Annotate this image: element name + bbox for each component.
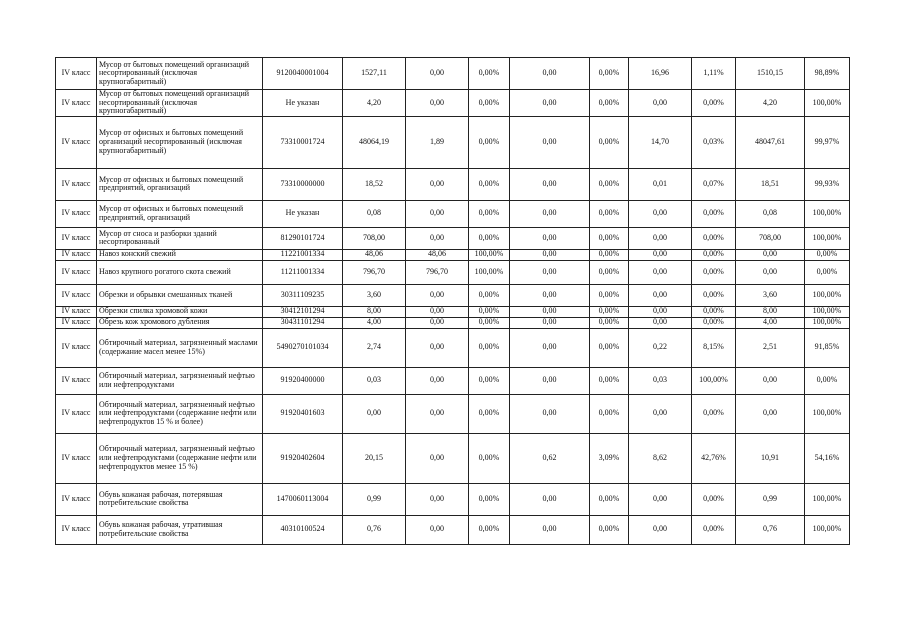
c10-cell: 4,20 [736,90,805,117]
code-cell: 9120040001004 [263,58,343,90]
c10-cell: 0,00 [736,249,805,260]
c4-cell: 0,00 [406,306,469,317]
table-row [56,58,850,90]
c7-cell: 0,00% [590,260,629,284]
c7-cell: 0,00% [590,90,629,117]
code-cell: 30431101294 [263,317,343,328]
code-cell: 73310001724 [263,116,343,168]
c8-cell: 0,00 [629,200,692,227]
table-row [56,116,850,168]
c9-cell: 0,00% [692,227,736,249]
c6-cell: 0,00 [510,394,590,433]
code-cell: 11211001334 [263,260,343,284]
c6-cell: 0,62 [510,433,590,483]
c4-cell: 0,00 [406,328,469,367]
total-cell: 796,70 [343,260,406,284]
table-row [56,367,850,394]
c5-cell: 0,00% [469,58,510,90]
class-cell: IV класс [56,483,97,515]
total-cell: 0,00 [343,394,406,433]
c8-cell: 14,70 [629,116,692,168]
c5-cell: 0,00% [469,284,510,306]
c5-cell: 0,00% [469,515,510,544]
c8-cell: 0,00 [629,483,692,515]
c9-cell: 8,15% [692,328,736,367]
c9-cell: 0,00% [692,249,736,260]
code-cell: 91920401603 [263,394,343,433]
table-row [56,433,850,483]
total-cell: 48,06 [343,249,406,260]
c11-cell: 99,93% [805,168,850,200]
name-cell: Мусор от бытовых помещений организаций несортированный (исключая крупногабаритный) [97,90,263,117]
c7-cell: 0,00% [590,116,629,168]
total-cell: 1527,11 [343,58,406,90]
c11-cell: 54,16% [805,433,850,483]
c11-cell: 100,00% [805,394,850,433]
code-cell: 73310000000 [263,168,343,200]
c6-cell: 0,00 [510,227,590,249]
c6-cell: 0,00 [510,200,590,227]
c5-cell: 0,00% [469,317,510,328]
class-cell: IV класс [56,306,97,317]
c10-cell: 2,51 [736,328,805,367]
total-cell: 0,99 [343,483,406,515]
c10-cell: 3,60 [736,284,805,306]
c7-cell: 0,00% [590,367,629,394]
table-row [56,483,850,515]
c11-cell: 100,00% [805,90,850,117]
c8-cell: 0,03 [629,367,692,394]
c8-cell: 0,00 [629,306,692,317]
name-cell: Мусор от сноса и разборки зданий несортированный [97,227,263,249]
c5-cell: 100,00% [469,249,510,260]
table-row [56,90,850,117]
c11-cell: 100,00% [805,227,850,249]
c5-cell: 0,00% [469,168,510,200]
c6-cell: 0,00 [510,90,590,117]
c7-cell: 0,00% [590,249,629,260]
c9-cell: 0,00% [692,515,736,544]
name-cell: Обувь кожаная рабочая, потерявшая потребительские свойства [97,483,263,515]
c4-cell: 1,89 [406,116,469,168]
c11-cell: 100,00% [805,284,850,306]
name-cell: Обтирочный материал, загрязненный нефтью или нефтепродуктами (содержание нефти или нефтепродуктов 15 % и более) [97,394,263,433]
code-cell: 40310100524 [263,515,343,544]
name-cell: Обувь кожаная рабочая, утратившая потребительские свойства [97,515,263,544]
c7-cell: 3,09% [590,433,629,483]
c8-cell: 8,62 [629,433,692,483]
class-cell: IV класс [56,317,97,328]
total-cell: 48064,19 [343,116,406,168]
c9-cell: 0,00% [692,284,736,306]
c8-cell: 0,00 [629,515,692,544]
c8-cell: 0,00 [629,317,692,328]
c7-cell: 0,00% [590,483,629,515]
c4-cell: 0,00 [406,317,469,328]
c9-cell: 0,00% [692,260,736,284]
c10-cell: 0,76 [736,515,805,544]
table-row [56,260,850,284]
c6-cell: 0,00 [510,58,590,90]
c11-cell: 98,89% [805,58,850,90]
c9-cell: 0,00% [692,317,736,328]
table-row [56,200,850,227]
table-row [56,328,850,367]
c7-cell: 0,00% [590,515,629,544]
c9-cell: 0,00% [692,483,736,515]
name-cell: Обрезки спилка хромовой кожи [97,306,263,317]
class-cell: IV класс [56,200,97,227]
waste-table [55,57,850,545]
class-cell: IV класс [56,249,97,260]
c4-cell: 0,00 [406,284,469,306]
c6-cell: 0,00 [510,284,590,306]
c4-cell: 48,06 [406,249,469,260]
code-cell: 11221001334 [263,249,343,260]
name-cell: Обтирочный материал, загрязненный маслами (содержание масел менее 15%) [97,328,263,367]
c8-cell: 0,22 [629,328,692,367]
c10-cell: 0,99 [736,483,805,515]
c9-cell: 0,00% [692,200,736,227]
c11-cell: 100,00% [805,200,850,227]
total-cell: 0,03 [343,367,406,394]
total-cell: 3,60 [343,284,406,306]
c9-cell: 100,00% [692,367,736,394]
c6-cell: 0,00 [510,306,590,317]
c4-cell: 0,00 [406,90,469,117]
class-cell: IV класс [56,227,97,249]
c5-cell: 100,00% [469,260,510,284]
name-cell: Обрезь кож хромового дубления [97,317,263,328]
name-cell: Обтирочный материал, загрязненный нефтью или нефтепродуктами (содержание нефти или нефтепродуктов менее 15 %) [97,433,263,483]
c10-cell: 1510,15 [736,58,805,90]
c9-cell: 0,00% [692,394,736,433]
code-cell: 91920402604 [263,433,343,483]
class-cell: IV класс [56,328,97,367]
c8-cell: 0,00 [629,260,692,284]
c4-cell: 0,00 [406,200,469,227]
name-cell: Навоз конский свежий [97,249,263,260]
c6-cell: 0,00 [510,515,590,544]
c6-cell: 0,00 [510,367,590,394]
c10-cell: 8,00 [736,306,805,317]
class-cell: IV класс [56,394,97,433]
total-cell: 8,00 [343,306,406,317]
c8-cell: 0,00 [629,394,692,433]
c7-cell: 0,00% [590,306,629,317]
class-cell: IV класс [56,116,97,168]
c4-cell: 0,00 [406,483,469,515]
c11-cell: 100,00% [805,317,850,328]
table-row [56,317,850,328]
c4-cell: 0,00 [406,58,469,90]
c7-cell: 0,00% [590,328,629,367]
c4-cell: 0,00 [406,168,469,200]
c7-cell: 0,00% [590,58,629,90]
code-cell: 5490270101034 [263,328,343,367]
table-body [56,58,850,545]
name-cell: Мусор от офисных и бытовых помещений организаций несортированный (исключая крупногабаритный) [97,116,263,168]
table-row [56,515,850,544]
c5-cell: 0,00% [469,200,510,227]
c4-cell: 0,00 [406,227,469,249]
class-cell: IV класс [56,284,97,306]
c6-cell: 0,00 [510,483,590,515]
c9-cell: 0,00% [692,306,736,317]
c6-cell: 0,00 [510,328,590,367]
c10-cell: 0,00 [736,394,805,433]
class-cell: IV класс [56,515,97,544]
c10-cell: 48047,61 [736,116,805,168]
c8-cell: 16,96 [629,58,692,90]
c11-cell: 91,85% [805,328,850,367]
c11-cell: 0,00% [805,260,850,284]
c7-cell: 0,00% [590,284,629,306]
c4-cell: 0,00 [406,367,469,394]
table-row [56,284,850,306]
c4-cell: 0,00 [406,394,469,433]
c6-cell: 0,00 [510,249,590,260]
c5-cell: 0,00% [469,116,510,168]
code-cell: Не указан [263,90,343,117]
total-cell: 708,00 [343,227,406,249]
name-cell: Мусор от бытовых помещений организаций несортированный (исключая крупногабаритный) [97,58,263,90]
name-cell: Мусор от офисных и бытовых помещений предприятий, организаций [97,200,263,227]
c11-cell: 0,00% [805,249,850,260]
c4-cell: 0,00 [406,515,469,544]
code-cell: 30311109235 [263,284,343,306]
table-row [56,168,850,200]
c5-cell: 0,00% [469,90,510,117]
name-cell: Обтирочный материал, загрязненный нефтью или нефтепродуктами [97,367,263,394]
code-cell: 30412101294 [263,306,343,317]
table-row [56,227,850,249]
c11-cell: 0,00% [805,367,850,394]
c8-cell: 0,00 [629,249,692,260]
c9-cell: 42,76% [692,433,736,483]
class-cell: IV класс [56,367,97,394]
c9-cell: 1,11% [692,58,736,90]
c5-cell: 0,00% [469,483,510,515]
table-row [56,249,850,260]
c5-cell: 0,00% [469,394,510,433]
c9-cell: 0,07% [692,168,736,200]
c8-cell: 0,00 [629,284,692,306]
c6-cell: 0,00 [510,317,590,328]
c6-cell: 0,00 [510,168,590,200]
c8-cell: 0,00 [629,227,692,249]
c8-cell: 0,01 [629,168,692,200]
c11-cell: 100,00% [805,483,850,515]
name-cell: Навоз крупного рогатого скота свежий [97,260,263,284]
total-cell: 4,00 [343,317,406,328]
c7-cell: 0,00% [590,317,629,328]
code-cell: 91920400000 [263,367,343,394]
c7-cell: 0,00% [590,200,629,227]
c10-cell: 0,00 [736,367,805,394]
c7-cell: 0,00% [590,394,629,433]
c10-cell: 0,08 [736,200,805,227]
c5-cell: 0,00% [469,306,510,317]
class-cell: IV класс [56,168,97,200]
total-cell: 0,76 [343,515,406,544]
c8-cell: 0,00 [629,90,692,117]
class-cell: IV класс [56,58,97,90]
c10-cell: 4,00 [736,317,805,328]
c11-cell: 100,00% [805,306,850,317]
total-cell: 2,74 [343,328,406,367]
c10-cell: 18,51 [736,168,805,200]
c11-cell: 99,97% [805,116,850,168]
c11-cell: 100,00% [805,515,850,544]
c5-cell: 0,00% [469,227,510,249]
c4-cell: 796,70 [406,260,469,284]
c9-cell: 0,00% [692,90,736,117]
name-cell: Обрезки и обрывки смешанных тканей [97,284,263,306]
code-cell: 81290101724 [263,227,343,249]
c5-cell: 0,00% [469,367,510,394]
c6-cell: 0,00 [510,260,590,284]
total-cell: 0,08 [343,200,406,227]
c9-cell: 0,03% [692,116,736,168]
c7-cell: 0,00% [590,168,629,200]
table-row [56,394,850,433]
c10-cell: 0,00 [736,260,805,284]
total-cell: 4,20 [343,90,406,117]
c4-cell: 0,00 [406,433,469,483]
total-cell: 20,15 [343,433,406,483]
code-cell: 1470060113004 [263,483,343,515]
class-cell: IV класс [56,433,97,483]
c5-cell: 0,00% [469,433,510,483]
table-row [56,306,850,317]
c10-cell: 10,91 [736,433,805,483]
class-cell: IV класс [56,260,97,284]
name-cell: Мусор от офисных и бытовых помещений предприятий, организаций [97,168,263,200]
c10-cell: 708,00 [736,227,805,249]
total-cell: 18,52 [343,168,406,200]
c6-cell: 0,00 [510,116,590,168]
c5-cell: 0,00% [469,328,510,367]
c7-cell: 0,00% [590,227,629,249]
class-cell: IV класс [56,90,97,117]
code-cell: Не указан [263,200,343,227]
